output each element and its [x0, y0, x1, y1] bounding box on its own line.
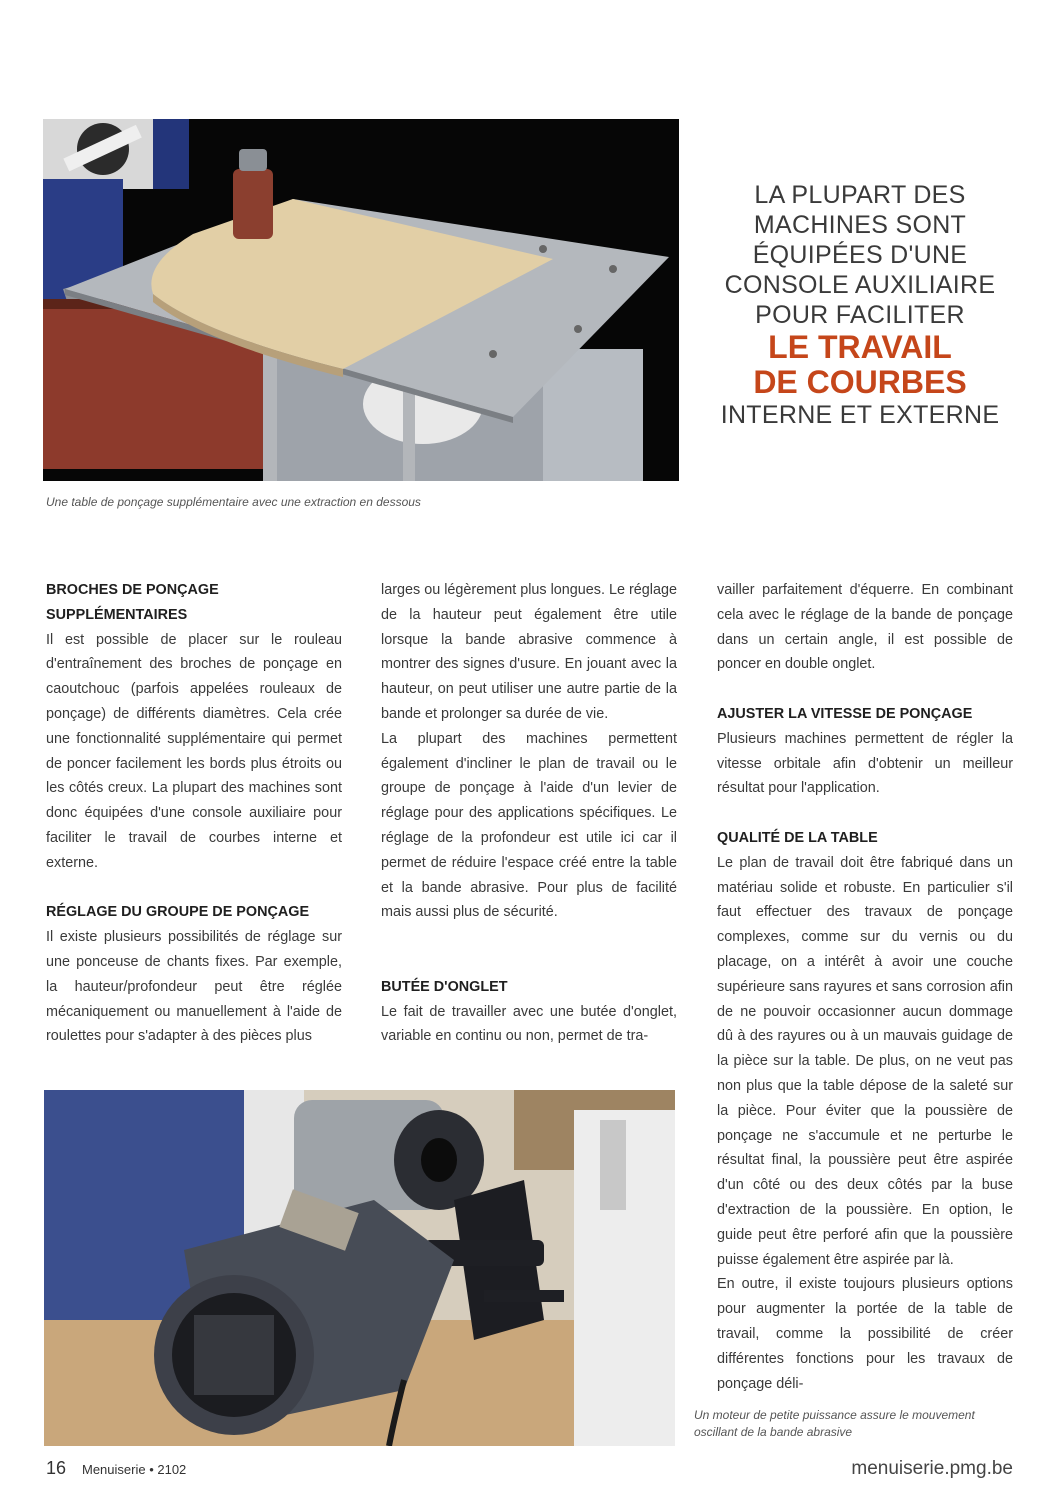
- section-body-spindles: Il est possible de placer sur le rouleau d'entraînement des broches de ponçage en caoutchouc (parfois appelées rouleaux de ponçage) de différents diamètres. Cela crée une fonctionnalité supplémentaire qui permet de poncer facilement les bords plus étroits ou les côtés creux. La plupart des machines sont donc équipées d'une console auxiliaire pour faciliter le travail de courbes interne et externe.: [46, 631, 342, 871]
- caption-top-photo: Une table de ponçage supplémentaire avec une extraction en dessous: [46, 495, 421, 509]
- pull-quote-line: MACHINES SONT: [753, 211, 967, 239]
- section-body-miter-cont: vailler parfaitement d'équerre. En combinant cela avec le réglage de la bande de ponçage dans un certain angle, il est possible de poncer en double onglet.: [717, 582, 1013, 673]
- article-column-1: [46, 578, 342, 1049]
- sanding-table-illustration: [43, 119, 679, 481]
- page-number: 16: [46, 1458, 67, 1478]
- section-heading-adjustment: RÉGLAGE DU GROUPE DE PONÇAGE: [46, 904, 310, 921]
- section-body-miter-start: Le fait de travailler avec une butée d'onglet, variable en continu ou non, permet de tra-: [381, 1003, 677, 1045]
- article-column-3: [717, 578, 1013, 1396]
- website-link[interactable]: menuiserie.pmg.be: [851, 1458, 1013, 1479]
- pull-quote-accent: DE COURBES: [753, 364, 967, 400]
- section-heading-table-quality: QUALITÉ DE LA TABLE: [717, 829, 878, 846]
- photo-sanding-table: [43, 119, 679, 481]
- pull-quote-accent: LE TRAVAIL: [768, 329, 952, 365]
- section-body-table-quality: Le plan de travail doit être fabriqué dans un matériau solide et robuste. En particulier s'il faut effectuer des travaux de ponçage complexes, comme sur du vernis ou du placage, on a intérêt à avoir une couche supérieure sans rayures et sans corrosion afin de ne pouvoir occasionner aucun dommage dû à des rayures ou à un mauvais guidage de la pièce sur la table. De plus, on ne veut pas non plus que la table dépose de la saleté sur la pièce. Pour éviter que la poussière de ponçage ne s'accumule et ne perturbe le résultat final, la poussière peut être aspirée d'un côté ou des deux côtés par la buse d'extraction de la poussière. En option, le guide peut être perforé afin que la poussière puisse également être aspirée par là.: [717, 854, 1013, 1268]
- pull-quote-line: ÉQUIPÉES D'UNE: [752, 241, 968, 269]
- section-heading-miter: BUTÉE D'ONGLET: [381, 978, 508, 995]
- motor-illustration: [44, 1090, 675, 1446]
- caption-bottom-photo: Un moteur de petite puissance assure le mouvement oscillant de la bande abrasive: [694, 1408, 975, 1439]
- magazine-issue: Menuiserie • 2102: [82, 1462, 187, 1477]
- pull-quote-line: CONSOLE AUXILIAIRE: [724, 271, 996, 299]
- section-body-adjustment-tilt: La plupart des machines permettent également d'incliner le plan de travail ou le groupe de ponçage à l'aide d'un levier de réglage pour des applications spécifiques. Le réglage de la profondeur est utile ici car il permet de réduire l'espace créé entre la table et la bande abrasive. Pour plus de facilité mais aussi plus de sécurité.: [381, 730, 677, 921]
- section-body-speed: Plusieurs machines permettent de régler la vitesse orbitale afin d'obtenir un meilleur résultat pour l'application.: [717, 730, 1013, 797]
- section-body-adjustment-start: Il existe plusieurs possibilités de réglage sur une ponceuse de chants fixes. Par exemple, la hauteur/profondeur peut être réglée mécaniquement ou manuellement à l'aide de roulettes pour s'adapter à des pièces plus: [46, 929, 342, 1045]
- pull-quote-line: LA PLUPART DES: [754, 181, 966, 209]
- pull-quote-line: INTERNE ET EXTERNE: [720, 401, 1000, 429]
- section-heading-speed: AJUSTER LA VITESSE DE PONÇAGE: [717, 705, 973, 722]
- section-heading-spindles: BROCHES DE PONÇAGE SUPPLÉMENTAIRES: [46, 582, 219, 623]
- section-body-table-options: En outre, il existe toujours plusieurs options pour augmenter la portée de la table de travail, comme la possibilité de créer différentes fonctions pour les travaux de ponçage déli-: [717, 1276, 1013, 1392]
- pull-quote: [700, 180, 1020, 430]
- pull-quote-line: POUR FACILITER: [755, 301, 965, 329]
- article-column-2: [381, 578, 677, 1049]
- section-body-adjustment-cont: larges ou légèrement plus longues. Le réglage de la hauteur peut également être utile lorsque la bande abrasive commence à montrer des signes d'usure. En jouant avec la hauteur, on peut utiliser une autre partie de la bande et prolonger sa durée de vie.: [381, 582, 678, 722]
- photo-oscillation-motor: [44, 1090, 675, 1446]
